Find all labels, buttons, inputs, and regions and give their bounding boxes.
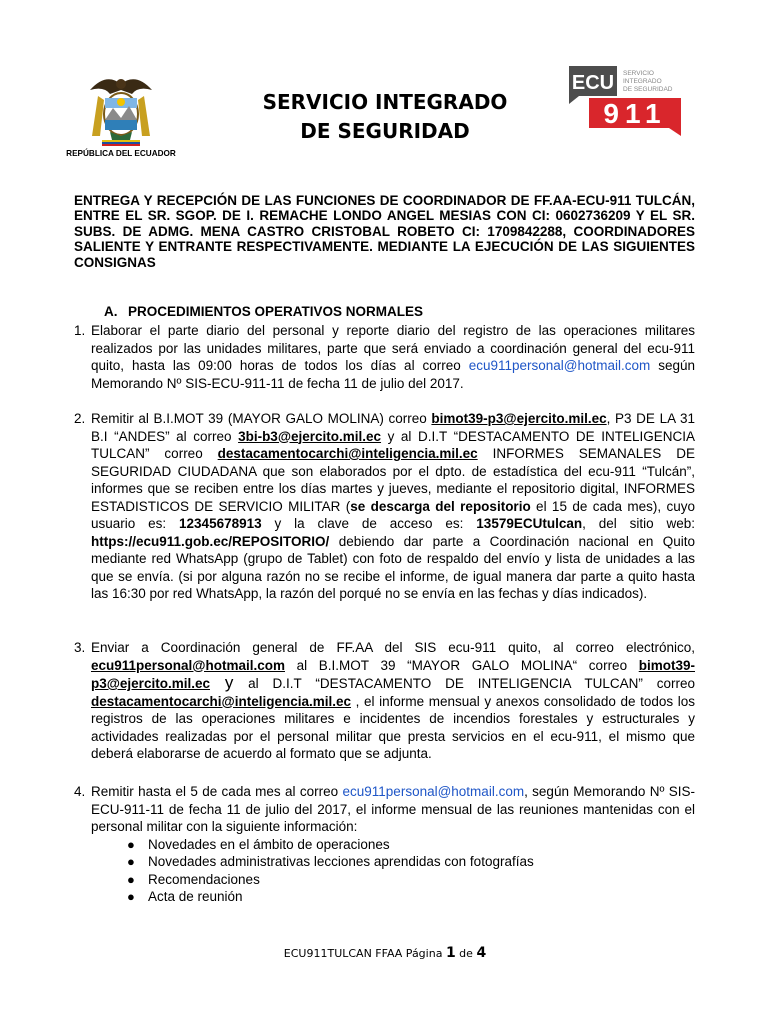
bullet-item — [74, 836, 695, 854]
page-total: 4 — [476, 945, 487, 961]
footer-text: de — [455, 947, 477, 960]
bullet-item — [74, 853, 695, 871]
username-value: 12345678913 — [179, 516, 262, 531]
email-link[interactable]: destacamentocarchi@inteligencia.mil.ec — [91, 693, 352, 709]
crest-caption: REPÚBLICA DEL ECUADOR — [66, 149, 176, 158]
email-link[interactable]: destacamentocarchi@inteligencia.mil.ec — [217, 446, 478, 461]
bullet-text: Acta de reunión — [148, 889, 243, 904]
email-link[interactable]: 3bi-b3@ejercito.mil.ec — [238, 428, 382, 444]
email-link[interactable]: ecu911personal@hotmail.com — [468, 358, 651, 373]
text-segment: , del sitio web: — [582, 516, 696, 531]
item-number: 4. — [74, 784, 86, 799]
email-link[interactable]: ecu911personal@hotmail.com — [342, 784, 525, 799]
page-footer — [200, 945, 570, 961]
bullet-icon: ● — [127, 836, 135, 852]
logo-911-text: 911 — [603, 98, 667, 129]
bullet-text: Recomendaciones — [148, 871, 260, 887]
text-segment: Enviar a Coordinación general de FF.AA del SIS ecu-911 quito, al correo electrónico, — [91, 640, 695, 655]
bullet-icon: ● — [127, 889, 135, 904]
text-segment: , el informe mensual y anexos consolidado de todos los registros de las operaciones militares e incidentes de incendios forestales y estructurales y actividades realizadas por el personal militar que presta servicios en el ecu-911, el mismo que deberá elaborarse de acuerdo al formato que se adjunta. — [91, 693, 695, 761]
section-heading — [104, 304, 423, 319]
item-text — [91, 410, 695, 603]
bullet-text: Novedades administrativas lecciones aprendidas con fotografías — [148, 854, 534, 869]
bullet-icon: ● — [127, 854, 135, 869]
text-segment: según Memorando Nº SIS-ECU-911-11 de fecha 11 de julio del 2017. — [91, 358, 695, 391]
footer-text: ECU911TULCAN FFAA Página — [283, 947, 446, 960]
text-segment: al D.I.T “DESTACAMENTO DE INTELIGENCIA TULCAN” correo — [248, 676, 695, 691]
logo-tag-1: SERVICIO — [623, 70, 654, 77]
list-item-1 — [74, 322, 695, 392]
section-letter: A. — [104, 304, 118, 319]
item-number: 3. — [74, 640, 86, 655]
bullet-item — [74, 871, 695, 889]
bullet-item — [74, 888, 695, 906]
text-segment: INFORMES SEMANALES DE SEGURIDAD CIUDADANA que son elaborados por el dpto. de estadística del ecu-911 “Tulcán”, informes que se reciben entre los días martes y jueves, mediante el repositorio digital, INFORMES ESTADISTICOS DE SERVICIO MILITAR ( — [91, 446, 695, 514]
email-link[interactable]: ecu911personal@hotmail.com — [91, 657, 285, 673]
item-text — [91, 322, 695, 392]
title-line-2: DE SEGURIDAD — [300, 119, 470, 143]
text-segment: al B.I.MOT 39 “MAYOR GALO MOLINA“ correo — [284, 657, 639, 673]
text-segment: Remitir hasta el 5 de cada mes al correo — [91, 784, 343, 799]
item-number: 2. — [74, 411, 86, 426]
bullet-list — [74, 836, 695, 906]
logo-ecu-text: ECU — [571, 72, 615, 94]
password-value: 13579ECUtulcan — [476, 516, 583, 531]
list-item-3 — [74, 639, 695, 763]
item-number: 1. — [74, 323, 86, 338]
text-segment: el 15 de cada mes), cuyo usuario es: — [91, 498, 695, 531]
text-segment: Remitir al B.I.MOT 39 (MAYOR GALO MOLINA) correo — [91, 411, 432, 426]
ecuador-coat-of-arms-logo — [86, 70, 156, 148]
bold-segment: se descarga del repositorio — [350, 498, 531, 514]
email-link[interactable]: bimot39-p3@ejercito.mil.ec — [431, 411, 607, 426]
text-segment: y — [209, 673, 249, 692]
text-segment: , según Memorando Nº SIS-ECU-911-11 de fecha 11 de julio del 2017, el informe mensual de las reuniones mantenidas con el personal militar con la siguiente información: — [91, 784, 695, 834]
text-segment: Elaborar el parte diario del personal y reporte diario del registro de las operaciones militares realizados por las unidades militares, parte que será enviado a coordinación general del ecu-911 quito, hasta las 09:00 horas de todos los días al correo — [91, 323, 695, 373]
document-intro: ENTREGA Y RECEPCIÓN DE LAS FUNCIONES DE COORDINADOR DE FF.AA-ECU-911 TULCÁN, ENTRE EL SR. SGOP. DE I. REMACHE LONDO ANGEL MESIAS CON CI: 0602736209 Y EL SR. SUBS. DE ADMG. MENA CASTRO CRISTOBAL ROBETO CI: 1709842288, COORDINADORES SALIENTE Y ENTRANTE RESPECTIVAMENTE. MEDIANTE LA EJECUCIÓN DE LAS SIGUIENTES CONSIGNAS — [74, 193, 695, 270]
item-text — [91, 783, 695, 836]
item-text — [91, 639, 695, 763]
bullet-icon: ● — [127, 871, 135, 887]
text-segment: , P3 DE LA 31 B.I “ANDES” al correo — [91, 411, 695, 444]
logo-tag-2: INTEGRADO — [623, 78, 662, 85]
ecu911-logo — [569, 66, 691, 136]
section-title: PROCEDIMIENTOS OPERATIVOS NORMALES — [128, 304, 424, 319]
bullet-text: Novedades en el ámbito de operaciones — [148, 836, 390, 852]
list-item-4 — [74, 783, 695, 906]
email-link[interactable]: bimot39-p3@ejercito.mil.ec — [91, 657, 695, 691]
text-segment: debiendo dar parte a Coordinación nacional en Quito mediante red WhatsApp (grupo de Tablet) con foto de respaldo del envío y lista de unidades a las que se envía. (si por alguna razón no se recibe el informe, de igual manera dar parte a quito hasta las 16:30 por red WhatsApp, la razón del porqué no se envía en las fechas y días indicados). — [91, 533, 695, 601]
website-url[interactable]: https://ecu911.gob.ec/REPOSITORIO/ — [91, 533, 330, 549]
logo-tag-3: DE SEGURIDAD — [623, 86, 673, 93]
page-number: 1 — [445, 945, 456, 961]
title-line-1: SERVICIO INTEGRADO — [262, 90, 508, 114]
page-title — [200, 88, 570, 146]
text-segment: y la clave de acceso es: — [261, 516, 477, 531]
text-segment: y al D.I.T “DESTACAMENTO DE INTELIGENCIA TULCAN” correo — [91, 428, 695, 461]
list-item-2 — [74, 410, 695, 603]
